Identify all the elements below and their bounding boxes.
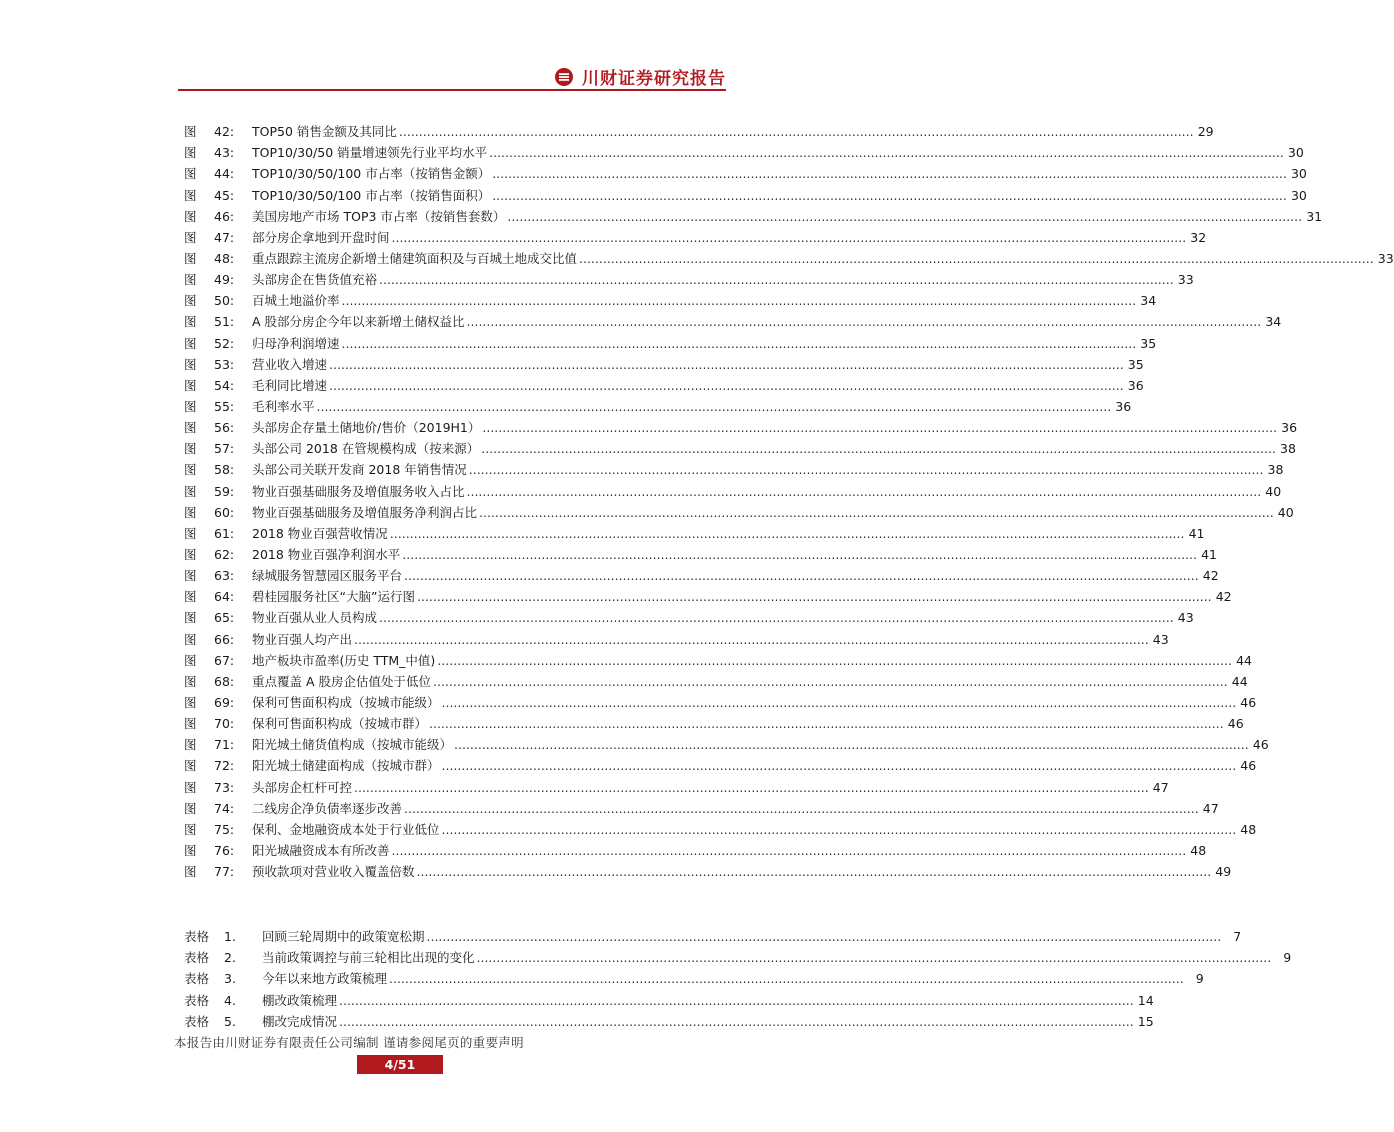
toc-leader-dots: ........................................................................................................................................................................................................ — [389, 971, 1184, 987]
toc-title: A 股部分房企今年以来新增土储权益比 — [252, 314, 465, 330]
toc-prefix: 图 — [184, 398, 197, 414]
toc-entry[interactable] — [184, 798, 1219, 819]
toc-prefix: 图 — [184, 737, 197, 753]
toc-entry[interactable] — [184, 755, 1257, 776]
toc-entry[interactable] — [184, 968, 1204, 989]
toc-page: 33 — [1177, 272, 1194, 288]
toc-entry[interactable] — [184, 417, 1298, 438]
toc-entry[interactable] — [184, 332, 1157, 353]
brand-name: 川财证券研究报告 — [582, 69, 726, 89]
toc-number: 53: — [214, 356, 235, 372]
toc-number: 77: — [214, 864, 235, 880]
toc-entry[interactable] — [184, 438, 1296, 459]
toc-page: 31 — [1306, 208, 1323, 224]
toc-title: 2018 物业百强净利润水平 — [252, 546, 401, 562]
toc-page: 44 — [1231, 673, 1248, 689]
toc-title: 归母净利润增速 — [252, 335, 340, 351]
toc-entry[interactable] — [184, 290, 1157, 311]
toc-number: 65: — [214, 610, 235, 626]
toc-leader-dots: ........................................................................................................................................................................................................ — [341, 293, 1137, 309]
brand — [554, 64, 726, 89]
toc-prefix: 图 — [184, 652, 197, 668]
toc-title: 棚改政策梳理 — [262, 992, 338, 1008]
toc-leader-dots: ........................................................................................................................................................................................................ — [489, 145, 1284, 161]
toc-entry[interactable] — [184, 734, 1269, 755]
toc-prefix: 图 — [184, 546, 197, 562]
toc-title: 保利可售面积构成（按城市能级） — [252, 694, 440, 710]
toc-title: TOP10/30/50/100 市占率（按销售金额） — [252, 166, 491, 182]
toc-page: 48 — [1190, 842, 1207, 858]
toc-prefix: 表格 — [184, 971, 210, 987]
toc-page: 42 — [1215, 589, 1232, 605]
toc-prefix: 图 — [184, 356, 197, 372]
toc-page: 33 — [1377, 250, 1394, 266]
toc-leader-dots: ........................................................................................................................................................................................................ — [389, 525, 1185, 541]
toc-prefix: 图 — [184, 779, 197, 795]
toc-leader-dots: ........................................................................................................................................................................................................ — [404, 800, 1199, 816]
toc-number: 74: — [214, 800, 235, 816]
toc-page: 48 — [1240, 821, 1257, 837]
toc-entry[interactable] — [184, 840, 1207, 861]
page-header — [0, 0, 800, 100]
toc-page: 44 — [1236, 652, 1253, 668]
toc-title: 头部公司关联开发商 2018 年销售情况 — [252, 462, 467, 478]
toc-entry[interactable] — [184, 396, 1132, 417]
toc-prefix: 图 — [184, 377, 197, 393]
toc-number: 43: — [214, 145, 235, 161]
toc-number: 67: — [214, 652, 235, 668]
toc-title: 当前政策调控与前三轮相比出现的变化 — [262, 950, 475, 966]
toc-prefix: 图 — [184, 504, 197, 520]
toc-title: 阳光城土储货值构成（按城市能级） — [252, 737, 453, 753]
toc-title: 2018 物业百强营收情况 — [252, 525, 388, 541]
toc-number: 72: — [214, 758, 235, 774]
toc-title: 物业百强基础服务及增值服务收入占比 — [252, 483, 465, 499]
toc-title: 美国房地产市场 TOP3 市占率（按销售套数） — [252, 208, 506, 224]
toc-leader-dots: ........................................................................................................................................................................................................ — [492, 166, 1287, 182]
toc-number: 48: — [214, 250, 235, 266]
toc-number: 2. — [224, 950, 236, 966]
toc-number: 64: — [214, 589, 235, 605]
toc-page: 41 — [1201, 546, 1217, 562]
toc-title: 头部房企杠杆可控 — [252, 779, 353, 795]
toc-number: 73: — [214, 779, 235, 795]
toc-prefix: 图 — [184, 272, 197, 288]
toc-page: 9 — [1283, 950, 1292, 966]
toc-number: 69: — [214, 694, 235, 710]
toc-prefix: 图 — [184, 166, 197, 182]
table-list — [184, 926, 1292, 1032]
toc-entry[interactable] — [184, 671, 1248, 692]
toc-entry[interactable] — [184, 947, 1292, 968]
toc-entry[interactable] — [184, 628, 1169, 649]
toc-number: 70: — [214, 716, 235, 732]
toc-title: 今年以来地方政策梳理 — [262, 971, 388, 987]
toc-entry[interactable] — [184, 926, 1242, 947]
toc-leader-dots: ........................................................................................................................................................................................................ — [466, 314, 1262, 330]
toc-entry[interactable] — [184, 523, 1205, 544]
toc-prefix: 图 — [184, 441, 197, 457]
toc-page: 32 — [1190, 229, 1207, 245]
toc-leader-dots: ........................................................................................................................................................................................................ — [379, 610, 1174, 626]
toc-prefix: 图 — [184, 631, 197, 647]
toc-prefix: 表格 — [184, 929, 210, 945]
toc-entry[interactable] — [184, 142, 1304, 163]
toc-entry[interactable] — [184, 375, 1144, 396]
toc-page: 15 — [1137, 1013, 1154, 1029]
toc-page: 34 — [1265, 314, 1282, 330]
toc-prefix: 图 — [184, 187, 197, 203]
toc-prefix: 图 — [184, 229, 197, 245]
toc-leader-dots: ........................................................................................................................................................................................................ — [316, 398, 1112, 414]
toc-leader-dots: ........................................................................................................................................................................................................ — [416, 589, 1212, 605]
toc-page: 30 — [1290, 187, 1307, 203]
brand-logo-icon — [554, 67, 574, 87]
toc-number: 75: — [214, 821, 235, 837]
toc-title: 头部公司 2018 在管规模构成（按来源） — [252, 441, 480, 457]
toc-page: 35 — [1140, 335, 1157, 351]
toc-title: 碧桂园服务社区“大脑”运行图 — [252, 589, 415, 605]
toc-entry[interactable] — [184, 776, 1169, 797]
toc-entry[interactable] — [184, 713, 1244, 734]
toc-title: 保利可售面积构成（按城市群） — [252, 716, 428, 732]
toc-prefix: 图 — [184, 842, 197, 858]
toc-prefix: 图 — [184, 314, 197, 330]
toc-leader-dots: ........................................................................................................................................................................................................ — [429, 716, 1224, 732]
toc-entry[interactable] — [184, 184, 1307, 205]
toc-number: 63: — [214, 568, 235, 584]
page-number: 4/51 — [357, 1055, 443, 1074]
toc-title: 回顾三轮周期中的政策宽松期 — [262, 929, 425, 945]
toc-title: TOP10/30/50/100 市占率（按销售面积） — [252, 187, 491, 203]
toc-prefix: 表格 — [184, 1013, 210, 1029]
toc-page: 34 — [1140, 293, 1157, 309]
toc-prefix: 图 — [184, 800, 197, 816]
toc-leader-dots: ........................................................................................................................................................................................................ — [341, 335, 1137, 351]
toc-entry[interactable] — [184, 206, 1323, 227]
toc-title: TOP10/30/50 销量增速领先行业平均水平 — [252, 145, 488, 161]
toc-number: 60: — [214, 504, 235, 520]
toc-entry[interactable] — [184, 544, 1217, 565]
toc-number: 56: — [214, 420, 235, 436]
toc-title: 毛利率水平 — [252, 398, 315, 414]
toc-page: 46 — [1227, 716, 1244, 732]
toc-entry[interactable] — [184, 861, 1232, 882]
toc-leader-dots: ........................................................................................................................................................................................................ — [441, 758, 1237, 774]
toc-number: 68: — [214, 673, 235, 689]
toc-page: 14 — [1137, 992, 1154, 1008]
toc-leader-dots: ........................................................................................................................................................................................................ — [481, 441, 1276, 457]
toc-title: 物业百强从业人员构成 — [252, 610, 378, 626]
toc-entry[interactable] — [184, 121, 1214, 142]
toc-page: 42 — [1202, 568, 1219, 584]
toc-entry[interactable] — [184, 989, 1154, 1010]
toc-page: 29 — [1197, 124, 1214, 140]
toc-prefix: 图 — [184, 568, 197, 584]
toc-title: 头部房企存量土储地价/售价（2019H1） — [252, 420, 481, 436]
toc-prefix: 图 — [184, 462, 197, 478]
toc-title: 重点覆盖 A 股房企估值处于低位 — [252, 673, 431, 689]
toc-title: 物业百强人均产出 — [252, 631, 353, 647]
toc-page: 30 — [1290, 166, 1307, 182]
toc-number: 76: — [214, 842, 235, 858]
toc-prefix: 图 — [184, 420, 197, 436]
toc-number: 59: — [214, 483, 235, 499]
toc-number: 47: — [214, 229, 235, 245]
toc-number: 57: — [214, 441, 235, 457]
toc-title: 毛利同比增速 — [252, 377, 328, 393]
toc-entry[interactable] — [184, 248, 1394, 269]
toc-entry[interactable] — [184, 586, 1232, 607]
toc-title: 重点跟踪主流房企新增土储建筑面积及与百城土地成交比值 — [252, 250, 578, 266]
toc-number: 51: — [214, 314, 235, 330]
toc-entry[interactable] — [184, 692, 1257, 713]
toc-number: 46: — [214, 208, 235, 224]
toc-title: 预收款项对营业收入覆盖倍数 — [252, 864, 415, 880]
toc-leader-dots: ........................................................................................................................................................................................................ — [354, 779, 1149, 795]
toc-page: 47 — [1202, 800, 1219, 816]
toc-title: 棚改完成情况 — [262, 1013, 338, 1029]
toc-number: 4. — [224, 992, 236, 1008]
toc-leader-dots: ........................................................................................................................................................................................................ — [391, 229, 1187, 245]
toc-page: 46 — [1240, 758, 1257, 774]
toc-entry[interactable] — [184, 269, 1194, 290]
toc-number: 1. — [224, 929, 236, 945]
toc-number: 52: — [214, 335, 235, 351]
toc-leader-dots: ........................................................................................................................................................................................................ — [441, 694, 1237, 710]
toc-leader-dots: ........................................................................................................................................................................................................ — [398, 124, 1194, 140]
toc-entry[interactable] — [184, 1011, 1154, 1032]
toc-title: 地产板块市盈率(历史 TTM_中值) — [252, 652, 436, 668]
toc-prefix: 图 — [184, 716, 197, 732]
toc-number: 54: — [214, 377, 235, 393]
toc-prefix: 表格 — [184, 992, 210, 1008]
toc-leader-dots: ........................................................................................................................................................................................................ — [339, 992, 1134, 1008]
toc-page: 46 — [1240, 694, 1257, 710]
toc-leader-dots: ........................................................................................................................................................................................................ — [482, 420, 1278, 436]
toc-number: 58: — [214, 462, 235, 478]
toc-leader-dots: ........................................................................................................................................................................................................ — [416, 864, 1212, 880]
toc-page: 38 — [1280, 441, 1296, 457]
toc-entry[interactable] — [184, 502, 1294, 523]
toc-leader-dots: ........................................................................................................................................................................................................ — [479, 504, 1274, 520]
toc-page: 9 — [1195, 971, 1204, 987]
toc-leader-dots: ........................................................................................................................................................................................................ — [468, 462, 1264, 478]
toc-leader-dots: ........................................................................................................................................................................................................ — [433, 673, 1228, 689]
footer-disclaimer: 本报告由川财证券有限责任公司编制 谨请参阅尾页的重要声明 — [174, 1035, 524, 1050]
toc-entry[interactable] — [184, 607, 1194, 628]
toc-number: 71: — [214, 737, 235, 753]
toc-page: 47 — [1152, 779, 1169, 795]
toc-page: 30 — [1287, 145, 1304, 161]
toc-title: 头部房企在售货值充裕 — [252, 272, 378, 288]
toc-leader-dots: ........................................................................................................................................................................................................ — [437, 652, 1233, 668]
toc-number: 66: — [214, 631, 235, 647]
toc-page: 40 — [1277, 504, 1294, 520]
toc-title: 营业收入增速 — [252, 356, 328, 372]
toc-number: 62: — [214, 546, 235, 562]
toc-number: 44: — [214, 166, 235, 182]
toc-prefix: 图 — [184, 208, 197, 224]
toc-leader-dots: ........................................................................................................................................................................................................ — [454, 737, 1249, 753]
toc-page: 36 — [1127, 377, 1144, 393]
toc-leader-dots: ........................................................................................................................................................................................................ — [391, 842, 1187, 858]
toc-number: 5. — [224, 1013, 236, 1029]
toc-leader-dots: ........................................................................................................................................................................................................ — [404, 568, 1199, 584]
toc-number: 49: — [214, 272, 235, 288]
toc-page: 43 — [1177, 610, 1194, 626]
toc-entry[interactable] — [184, 163, 1307, 184]
toc-page: 46 — [1252, 737, 1269, 753]
toc-prefix: 图 — [184, 758, 197, 774]
toc-entry[interactable] — [184, 650, 1253, 671]
toc-leader-dots: ........................................................................................................................................................................................................ — [329, 356, 1124, 372]
toc-prefix: 图 — [184, 145, 197, 161]
toc-page: 43 — [1152, 631, 1169, 647]
toc-leader-dots: ........................................................................................................................................................................................................ — [426, 929, 1222, 945]
toc-page: 38 — [1267, 462, 1284, 478]
toc-title: 绿城服务智慧园区服务平台 — [252, 568, 403, 584]
toc-title: 二线房企净负债率逐步改善 — [252, 800, 403, 816]
toc-title: 部分房企拿地到开盘时间 — [252, 229, 390, 245]
toc-leader-dots: ........................................................................................................................................................................................................ — [402, 546, 1197, 562]
toc-leader-dots: ........................................................................................................................................................................................................ — [507, 208, 1303, 224]
toc-page: 7 — [1233, 929, 1242, 945]
toc-number: 45: — [214, 187, 235, 203]
figure-list — [184, 121, 1394, 882]
toc-prefix: 图 — [184, 673, 197, 689]
toc-page: 40 — [1265, 483, 1282, 499]
toc-page: 36 — [1115, 398, 1132, 414]
toc-entry[interactable] — [184, 354, 1144, 375]
toc-leader-dots: ........................................................................................................................................................................................................ — [379, 272, 1174, 288]
toc-entry[interactable] — [184, 565, 1219, 586]
toc-number: 61: — [214, 525, 235, 541]
toc-leader-dots: ........................................................................................................................................................................................................ — [339, 1013, 1134, 1029]
toc-prefix: 图 — [184, 250, 197, 266]
toc-number: 3. — [224, 971, 236, 987]
toc-number: 55: — [214, 398, 235, 414]
toc-entry[interactable] — [184, 480, 1282, 501]
toc-leader-dots: ........................................................................................................................................................................................................ — [579, 250, 1374, 266]
toc-page: 35 — [1127, 356, 1144, 372]
toc-prefix: 图 — [184, 483, 197, 499]
toc-prefix: 图 — [184, 525, 197, 541]
toc-prefix: 图 — [184, 821, 197, 837]
toc-prefix: 表格 — [184, 950, 210, 966]
toc-prefix: 图 — [184, 694, 197, 710]
toc-leader-dots: ........................................................................................................................................................................................................ — [466, 483, 1262, 499]
toc-entry[interactable] — [184, 459, 1284, 480]
toc-prefix: 图 — [184, 610, 197, 626]
toc-entry[interactable] — [184, 311, 1282, 332]
toc-title: 保利、金地融资成本处于行业低位 — [252, 821, 440, 837]
toc-title: 百城土地溢价率 — [252, 293, 340, 309]
toc-leader-dots: ........................................................................................................................................................................................................ — [476, 950, 1272, 966]
toc-prefix: 图 — [184, 589, 197, 605]
toc-entry[interactable] — [184, 819, 1257, 840]
toc-prefix: 图 — [184, 293, 197, 309]
toc-entry[interactable] — [184, 227, 1207, 248]
toc-leader-dots: ........................................................................................................................................................................................................ — [492, 187, 1287, 203]
toc-page: 41 — [1188, 525, 1205, 541]
toc-prefix: 图 — [184, 864, 197, 880]
toc-title: 阳光城融资成本有所改善 — [252, 842, 390, 858]
toc-title: 物业百强基础服务及增值服务净利润占比 — [252, 504, 478, 520]
toc-number: 50: — [214, 293, 235, 309]
toc-number: 42: — [214, 124, 235, 140]
toc-page: 49 — [1215, 864, 1232, 880]
toc-title: 阳光城土储建面构成（按城市群） — [252, 758, 440, 774]
toc-leader-dots: ........................................................................................................................................................................................................ — [354, 631, 1149, 647]
toc-leader-dots: ........................................................................................................................................................................................................ — [329, 377, 1124, 393]
header-divider — [178, 89, 726, 91]
toc-prefix: 图 — [184, 124, 197, 140]
toc-prefix: 图 — [184, 335, 197, 351]
toc-title: TOP50 销售金额及其同比 — [252, 124, 397, 140]
toc-page: 36 — [1281, 420, 1298, 436]
toc-leader-dots: ........................................................................................................................................................................................................ — [441, 821, 1237, 837]
